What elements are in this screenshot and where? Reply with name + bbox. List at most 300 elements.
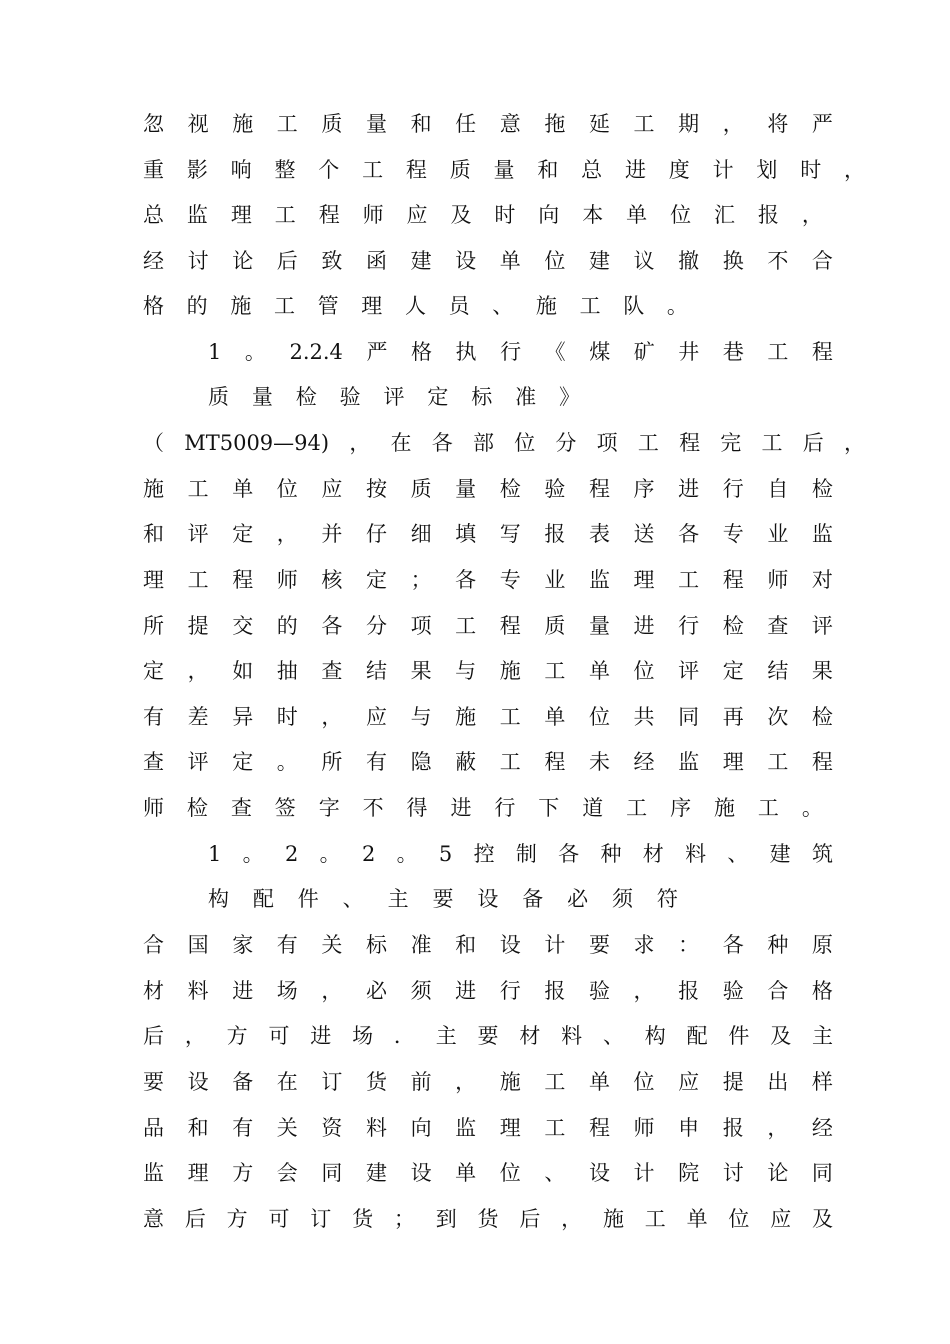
glyph: 建: [410, 249, 432, 273]
glyph: 评: [811, 614, 833, 638]
glyph: 料: [365, 1116, 387, 1140]
glyph: 查: [230, 796, 252, 820]
glyph: 单: [588, 659, 610, 683]
glyph: ，: [844, 158, 865, 182]
glyph: ，: [184, 1024, 206, 1048]
glyph: 专: [722, 522, 744, 546]
glyph: 度: [668, 158, 690, 182]
glyph: 验: [544, 477, 566, 501]
glyph: 合: [143, 933, 164, 957]
glyph: 件: [297, 887, 319, 911]
glyph: 制: [515, 842, 537, 866]
glyph: 施: [232, 112, 254, 136]
glyph: ，: [187, 659, 209, 683]
glyph: 2: [361, 842, 376, 866]
glyph: 执: [455, 340, 477, 364]
glyph: 有: [276, 933, 298, 957]
glyph: 。: [276, 750, 298, 774]
glyph: 将: [767, 112, 789, 136]
glyph: 同: [321, 1161, 343, 1185]
text-line-14: [143, 702, 833, 732]
text-line-10: [143, 519, 833, 549]
glyph: 和: [187, 1116, 209, 1140]
glyph: 位: [670, 203, 692, 227]
glyph: 有: [365, 750, 387, 774]
glyph: 合: [767, 979, 789, 1003]
glyph: 量: [455, 477, 477, 501]
glyph: 监: [186, 203, 208, 227]
glyph: 应: [321, 477, 343, 501]
glyph: 向: [538, 203, 560, 227]
text-line-8: [143, 428, 865, 458]
glyph: 评: [678, 659, 700, 683]
glyph: 程: [588, 1116, 610, 1140]
glyph: 须: [612, 887, 634, 911]
glyph: 写: [499, 522, 521, 546]
glyph: 样: [811, 1070, 833, 1094]
glyph: 施: [535, 294, 557, 318]
glyph: 定: [722, 659, 744, 683]
glyph: 求: [633, 933, 655, 957]
glyph: 理: [187, 1161, 209, 1185]
glyph: 填: [455, 522, 477, 546]
glyph: 质: [410, 477, 432, 501]
glyph: 巷: [722, 340, 744, 364]
glyph: 料: [685, 842, 707, 866]
glyph: 、: [342, 887, 364, 911]
glyph: 师: [767, 568, 789, 592]
glyph: 总: [581, 158, 603, 182]
glyph: 下: [538, 796, 560, 820]
glyph: 质: [321, 112, 343, 136]
glyph: 道: [582, 796, 604, 820]
glyph: ，: [349, 431, 371, 455]
glyph: 应: [770, 1207, 792, 1231]
glyph: 资: [321, 1116, 343, 1140]
glyph: 进: [450, 796, 472, 820]
glyph: 施: [499, 659, 521, 683]
glyph: 货: [477, 1207, 499, 1231]
glyph: 汇: [713, 203, 735, 227]
glyph: 进: [455, 979, 477, 1003]
glyph: 施: [455, 705, 477, 729]
glyph: 有: [143, 705, 164, 729]
glyph: 量: [588, 614, 610, 638]
glyph: 理: [230, 203, 252, 227]
glyph: 主: [387, 887, 409, 911]
glyph: 、: [544, 1161, 566, 1185]
glyph: 国: [187, 933, 209, 957]
glyph: 不: [362, 796, 384, 820]
glyph: 格: [811, 979, 833, 1003]
glyph: 会: [276, 1161, 298, 1185]
glyph: 料: [187, 979, 209, 1003]
glyph: 程: [811, 340, 833, 364]
text-line-5: [143, 291, 688, 321]
glyph: 时: [276, 705, 298, 729]
glyph: 抽: [276, 659, 298, 683]
glyph: 部: [472, 431, 494, 455]
glyph: 定: [143, 659, 164, 683]
glyph: 提: [722, 1070, 744, 1094]
glyph: 差: [187, 705, 209, 729]
glyph: 订: [321, 1070, 343, 1094]
glyph: 及: [450, 203, 472, 227]
glyph: 监: [811, 522, 833, 546]
glyph: MT5009—94): [184, 431, 330, 455]
glyph: 工: [633, 112, 655, 136]
glyph: 材: [642, 842, 664, 866]
glyph: 讨: [187, 249, 209, 273]
glyph: 如: [232, 659, 254, 683]
glyph: 要: [477, 1024, 499, 1048]
glyph: 施: [602, 1207, 624, 1231]
glyph: 共: [633, 705, 655, 729]
glyph: 项: [596, 431, 618, 455]
text-line-1: [143, 109, 833, 139]
glyph: 工: [544, 1116, 566, 1140]
glyph: 构: [208, 887, 229, 911]
glyph: 应: [678, 1070, 700, 1094]
glyph: 检: [811, 477, 833, 501]
glyph: 理: [143, 568, 164, 592]
glyph: 材: [519, 1024, 541, 1048]
glyph: 煤: [589, 340, 611, 364]
text-line-16: [143, 793, 823, 823]
text-line-4: [143, 246, 833, 276]
glyph: 致: [321, 249, 343, 273]
glyph: 理: [722, 750, 744, 774]
glyph: 。: [396, 842, 418, 866]
glyph: ；: [393, 1207, 415, 1231]
glyph: 个: [318, 158, 340, 182]
glyph: 方: [226, 1207, 248, 1231]
glyph: 验: [722, 979, 744, 1003]
glyph: 各: [678, 522, 700, 546]
text-line-12: [143, 611, 833, 641]
glyph: 时: [494, 203, 516, 227]
glyph: ，: [455, 1070, 477, 1094]
glyph: 专: [499, 568, 521, 592]
glyph: 人: [404, 294, 426, 318]
glyph: 并: [321, 522, 343, 546]
glyph: 的: [276, 614, 298, 638]
glyph: 工: [499, 705, 521, 729]
glyph: 及: [812, 1207, 833, 1231]
glyph: 理: [633, 568, 655, 592]
glyph: 、: [602, 1024, 624, 1048]
glyph: 完: [720, 431, 742, 455]
glyph: 工: [362, 158, 384, 182]
glyph: 进: [310, 1024, 332, 1048]
glyph: 位: [499, 1161, 521, 1185]
glyph: 位: [276, 477, 298, 501]
glyph: 工: [626, 796, 648, 820]
glyph: 标: [471, 385, 493, 409]
glyph: 师: [362, 203, 384, 227]
glyph: 量: [251, 385, 273, 409]
glyph: 建: [769, 842, 791, 866]
glyph: 筑: [811, 842, 833, 866]
glyph: 单: [232, 477, 254, 501]
glyph: 工: [678, 568, 700, 592]
glyph: 位: [544, 249, 566, 273]
glyph: 。: [319, 842, 341, 866]
glyph: 结: [767, 659, 789, 683]
glyph: 报: [757, 203, 779, 227]
glyph: ，: [801, 203, 823, 227]
glyph: 检: [295, 385, 317, 409]
glyph: 定: [365, 568, 387, 592]
glyph: 工: [544, 659, 566, 683]
glyph: 工: [544, 1070, 566, 1094]
glyph: 种: [767, 933, 789, 957]
glyph: 监: [455, 1116, 477, 1140]
glyph: 表: [588, 522, 610, 546]
glyph: 异: [232, 705, 254, 729]
glyph: 定: [427, 385, 449, 409]
glyph: 后: [184, 1207, 206, 1231]
glyph: 《: [544, 340, 566, 364]
glyph: 设: [410, 1161, 432, 1185]
glyph: 建: [365, 1161, 387, 1185]
glyph: 与: [410, 705, 432, 729]
glyph: 进: [232, 979, 254, 1003]
glyph: 监: [678, 750, 700, 774]
glyph: 意: [143, 1207, 164, 1231]
glyph: 各: [321, 614, 343, 638]
glyph: 进: [633, 614, 655, 638]
glyph: 工: [767, 340, 789, 364]
glyph: 程: [232, 568, 254, 592]
glyph: 进: [624, 158, 646, 182]
glyph: 定: [232, 750, 254, 774]
glyph: 备: [522, 887, 544, 911]
text-line-19: [143, 930, 833, 960]
glyph: 备: [232, 1070, 254, 1094]
glyph: 影: [186, 158, 208, 182]
glyph: ，: [633, 979, 655, 1003]
glyph: 行: [722, 477, 744, 501]
glyph: 单: [686, 1207, 708, 1231]
glyph: ．: [393, 1024, 415, 1048]
glyph: 议: [633, 249, 655, 273]
glyph: 有: [232, 1116, 254, 1140]
text-line-20: [143, 976, 833, 1006]
glyph: 位: [514, 431, 536, 455]
glyph: 进: [678, 477, 700, 501]
glyph: 签: [274, 796, 296, 820]
glyph: 得: [406, 796, 428, 820]
glyph: 施: [713, 796, 735, 820]
glyph: 施: [499, 1070, 521, 1094]
glyph: 工: [579, 294, 601, 318]
glyph: 同: [811, 1161, 833, 1185]
glyph: 工: [455, 614, 477, 638]
glyph: 时: [800, 158, 822, 182]
glyph: 严: [366, 340, 388, 364]
glyph: 订: [310, 1207, 332, 1231]
glyph: 工: [273, 294, 295, 318]
glyph: 量: [493, 158, 515, 182]
glyph: 交: [232, 614, 254, 638]
glyph: 论: [232, 249, 254, 273]
glyph: 必: [567, 887, 589, 911]
glyph: 经: [811, 1116, 833, 1140]
glyph: 程: [544, 750, 566, 774]
glyph: 次: [767, 705, 789, 729]
glyph: 方: [226, 1024, 248, 1048]
glyph: 位: [728, 1207, 750, 1231]
glyph: 设: [477, 887, 499, 911]
glyph: 程: [722, 568, 744, 592]
glyph: 关: [321, 933, 343, 957]
glyph: 和: [455, 933, 477, 957]
glyph: 施: [230, 294, 252, 318]
glyph: 任: [455, 112, 477, 136]
glyph: 响: [230, 158, 252, 182]
glyph: 蔽: [455, 750, 477, 774]
glyph: 建: [588, 249, 610, 273]
glyph: 施: [143, 477, 164, 501]
glyph: 细: [410, 522, 432, 546]
glyph: 函: [365, 249, 387, 273]
glyph: 程: [405, 158, 427, 182]
glyph: 计: [544, 933, 566, 957]
glyph: 核: [321, 568, 343, 592]
glyph: 送: [633, 522, 655, 546]
glyph: 要: [588, 933, 610, 957]
text-line-15: [143, 747, 833, 777]
glyph: 后: [143, 1024, 164, 1048]
glyph: 货: [352, 1207, 374, 1231]
glyph: 材: [143, 979, 164, 1003]
glyph: 。: [666, 294, 688, 318]
glyph: 井: [678, 340, 700, 364]
glyph: 须: [410, 979, 432, 1003]
glyph: 分: [555, 431, 577, 455]
glyph: 必: [365, 979, 387, 1003]
glyph: 经: [143, 249, 164, 273]
glyph: 检: [811, 705, 833, 729]
glyph: 工: [761, 431, 783, 455]
glyph: 果: [811, 659, 833, 683]
glyph: 件: [728, 1024, 750, 1048]
glyph: 未: [588, 750, 610, 774]
glyph: 各: [722, 933, 744, 957]
glyph: 按: [365, 477, 387, 501]
glyph: 程: [499, 614, 521, 638]
glyph: 验: [588, 979, 610, 1003]
glyph: 单: [499, 249, 521, 273]
glyph: 后: [519, 1207, 541, 1231]
glyph: 检: [499, 477, 521, 501]
glyph: 总: [143, 203, 164, 227]
text-line-24: [143, 1158, 833, 1188]
glyph: 场: [276, 979, 298, 1003]
glyph: 程: [811, 750, 833, 774]
glyph: 合: [811, 249, 833, 273]
glyph: 种: [600, 842, 622, 866]
glyph: 报: [544, 979, 566, 1003]
glyph: 在: [390, 431, 412, 455]
glyph: 前: [410, 1070, 432, 1094]
text-line-23: [143, 1113, 833, 1143]
glyph: 换: [722, 249, 744, 273]
text-line-6: [208, 337, 833, 367]
glyph: 1: [208, 842, 222, 866]
glyph: 标: [365, 933, 387, 957]
glyph: 验: [339, 385, 361, 409]
glyph: ，: [276, 522, 298, 546]
glyph: 符: [656, 887, 678, 911]
glyph: 隐: [410, 750, 432, 774]
glyph: 监: [588, 568, 610, 592]
glyph: 工: [187, 477, 209, 501]
glyph: 序: [670, 796, 692, 820]
text-line-21: [143, 1021, 833, 1051]
glyph: 、: [492, 294, 514, 318]
glyph: 准: [410, 933, 432, 957]
glyph: 结: [365, 659, 387, 683]
text-line-25: [143, 1204, 833, 1234]
glyph: 设: [588, 1161, 610, 1185]
glyph: 质: [449, 158, 471, 182]
glyph: ，: [722, 112, 744, 136]
glyph: 与: [455, 659, 477, 683]
glyph: 本: [582, 203, 604, 227]
text-line-18: [208, 884, 678, 914]
glyph: 整: [274, 158, 296, 182]
glyph: 评: [187, 522, 209, 546]
glyph: 单: [455, 1161, 477, 1185]
glyph: 构: [644, 1024, 666, 1048]
glyph: 视: [187, 112, 209, 136]
glyph: 程: [588, 477, 610, 501]
glyph: 的: [186, 294, 208, 318]
glyph: 后: [276, 249, 298, 273]
glyph: 控: [473, 842, 495, 866]
glyph: 重: [143, 158, 164, 182]
glyph: 不: [767, 249, 789, 273]
glyph: 位: [588, 705, 610, 729]
glyph: 查: [321, 659, 343, 683]
text-line-13: [143, 656, 833, 686]
glyph: 和: [143, 522, 164, 546]
glyph: 计: [712, 158, 734, 182]
glyph: 报: [544, 522, 566, 546]
glyph: 配: [252, 887, 274, 911]
glyph: 设: [187, 1070, 209, 1094]
glyph: 员: [448, 294, 470, 318]
glyph: 在: [276, 1070, 298, 1094]
glyph: 单: [626, 203, 648, 227]
glyph: 应: [365, 705, 387, 729]
glyph: 方: [232, 1161, 254, 1185]
glyph: 检: [722, 614, 744, 638]
glyph: 行: [499, 979, 521, 1003]
glyph: 师: [143, 796, 164, 820]
glyph: 意: [499, 112, 521, 136]
glyph: ，: [321, 705, 343, 729]
glyph: 各: [455, 568, 477, 592]
glyph: 严: [811, 112, 833, 136]
glyph: 质: [208, 385, 229, 409]
glyph: 所: [143, 614, 164, 638]
glyph: 》: [559, 385, 580, 409]
text-line-2: [143, 155, 865, 185]
glyph: 位: [633, 1070, 655, 1094]
